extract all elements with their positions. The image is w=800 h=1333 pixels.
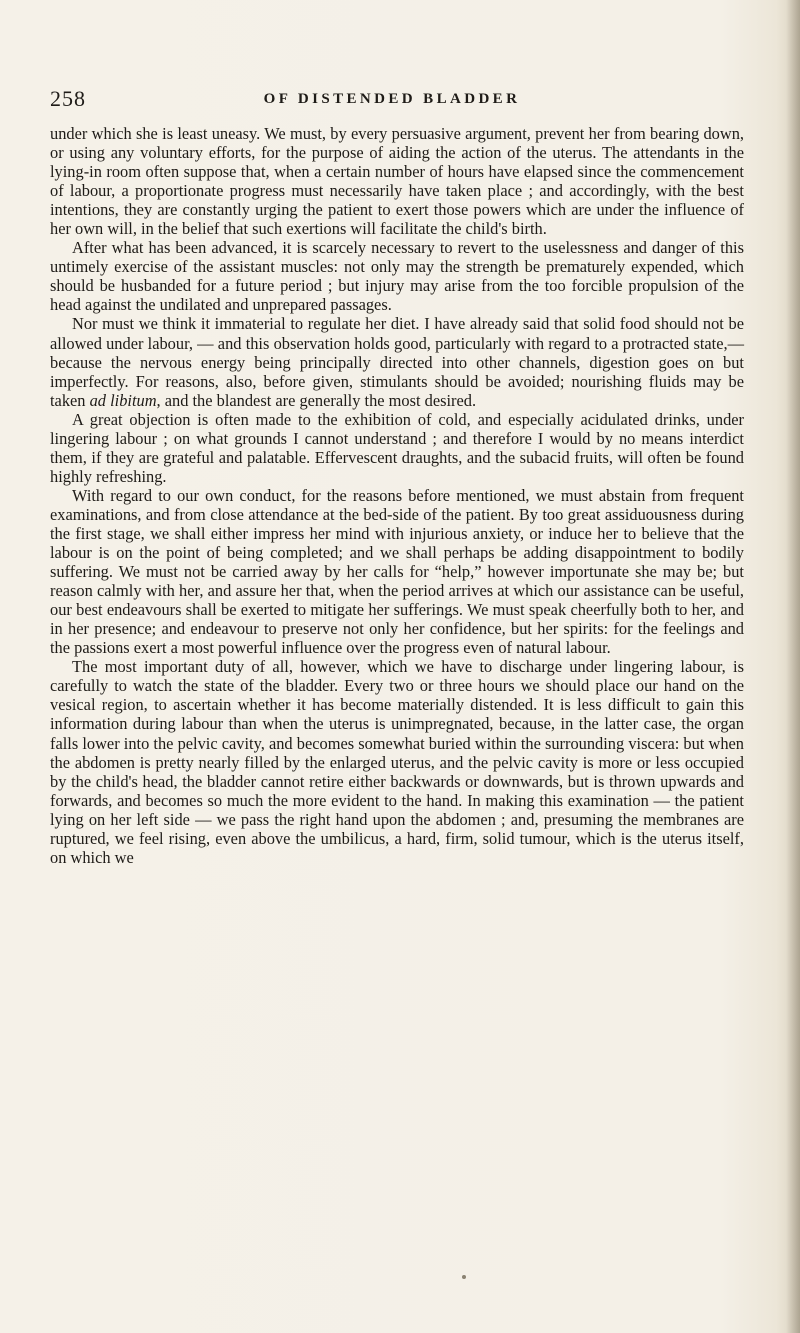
page-number: 258 <box>50 86 86 111</box>
paragraph-text: The most important duty of all, however, which we have to discharge under lingering labour, is carefully to watch the state of the bladder. Every two or three hours we should place our hand on the vesical region, to ascertain whether it has become materially distended. It is less difficult to gain this information during labour than when the uterus is unimpregnated, because, in the latter case, the organ falls lower into the pelvic cavity, and becomes somewhat buried within the surrounding viscera: but when the abdomen is pretty nearly filled by the enlarged uterus, and the pelvic cavity is more or less occupied by the child's head, the bladder cannot retire either backwards or downwards, but is thrown upwards and forwards, and becomes so much the more evident to the hand. In making this examination — the patient lying on her left side — we pass the right hand upon the abdomen ; and, presuming the membranes are ruptured, we feel rising, even above the umbilicus, a hard, firm, solid tumour, which is the uterus itself, on which we <box>50 657 744 867</box>
paragraph-2 <box>50 238 744 314</box>
paragraph-text: Nor must we think it immaterial to regulate her diet. I have already said that solid food should not be allowed under labour, — and this observation holds good, particularly with regard to a protracted state,—because the nervous energy being principally directed into other channels, digestion goes on but imperfectly. For reasons, also, before given, stimulants should be avoided; nourishing fluids may be taken <box>50 314 744 410</box>
running-head: OF DISTENDED BLADDER <box>263 91 521 107</box>
italic-phrase: ad libitum <box>89 390 157 410</box>
page-header <box>50 86 750 114</box>
paragraph-1 <box>50 124 744 238</box>
paragraph-text: A great objection is often made to the exhibition of cold, and especially acidulated drinks, under lingering labour ; on what grounds I cannot understand ; and therefore I would by no means interdict them, if they are grateful and palatable. Effervescent draughts, and the subacid fruits, will often be found highly refreshing. <box>50 409 744 486</box>
paragraph-text: After what has been advanced, it is scarcely necessary to revert to the uselessness and danger of this untimely exercise of the assistant muscles: not only may the strength be prematurely expended, which should be husbanded for a future period ; but injury may arise from the too forcible propulsion of the head against the undilated and unprepared passages. <box>50 238 744 315</box>
paragraph-text: under which she is least uneasy. We must, by every persuasive argument, prevent her from bearing down, or using any voluntary efforts, for the purpose of aiding the action of the uterus. The attendants in the lying-in room often suppose that, when a certain number of hours have elapsed since the commencement of labour, a proportionate progress must necessarily have taken place ; and accordingly, with the best intentions, they are constantly urging the patient to exert those powers which are under the influence of her own will, in the belief that such exertions will facilitate the child's birth. <box>50 124 744 239</box>
paragraph-6 <box>50 657 744 867</box>
body-text <box>50 124 744 867</box>
paragraph-3 <box>50 314 744 409</box>
paragraph-4 <box>50 410 744 486</box>
paragraph-5 <box>50 486 744 657</box>
ink-speck <box>462 1275 466 1279</box>
paragraph-text-after: , and the blandest are generally the most desired. <box>156 390 477 410</box>
page-edge-shadow <box>786 0 800 1333</box>
paragraph-text: With regard to our own conduct, for the reasons before mentioned, we must abstain from frequent examinations, and from close attendance at the bed-side of the patient. By too great assiduousness during the first stage, we shall either impress her mind with injurious anxiety, or induce her to believe that the labour is on the point of being completed; and we shall perhaps be adding disappointment to bodily suffering. We must not be carried away by her calls for “help,” however importunate she may be; but reason calmly with her, and assure her that, when the period arrives at which our assistance can be useful, our best endeavours shall be exerted to mitigate her sufferings. We must speak cheerfully both to her, and in her presence; and endeavour to preserve not only her confidence, but her spirits: for the feelings and the passions exert a most powerful influence over the progress even of natural labour. <box>50 485 744 658</box>
